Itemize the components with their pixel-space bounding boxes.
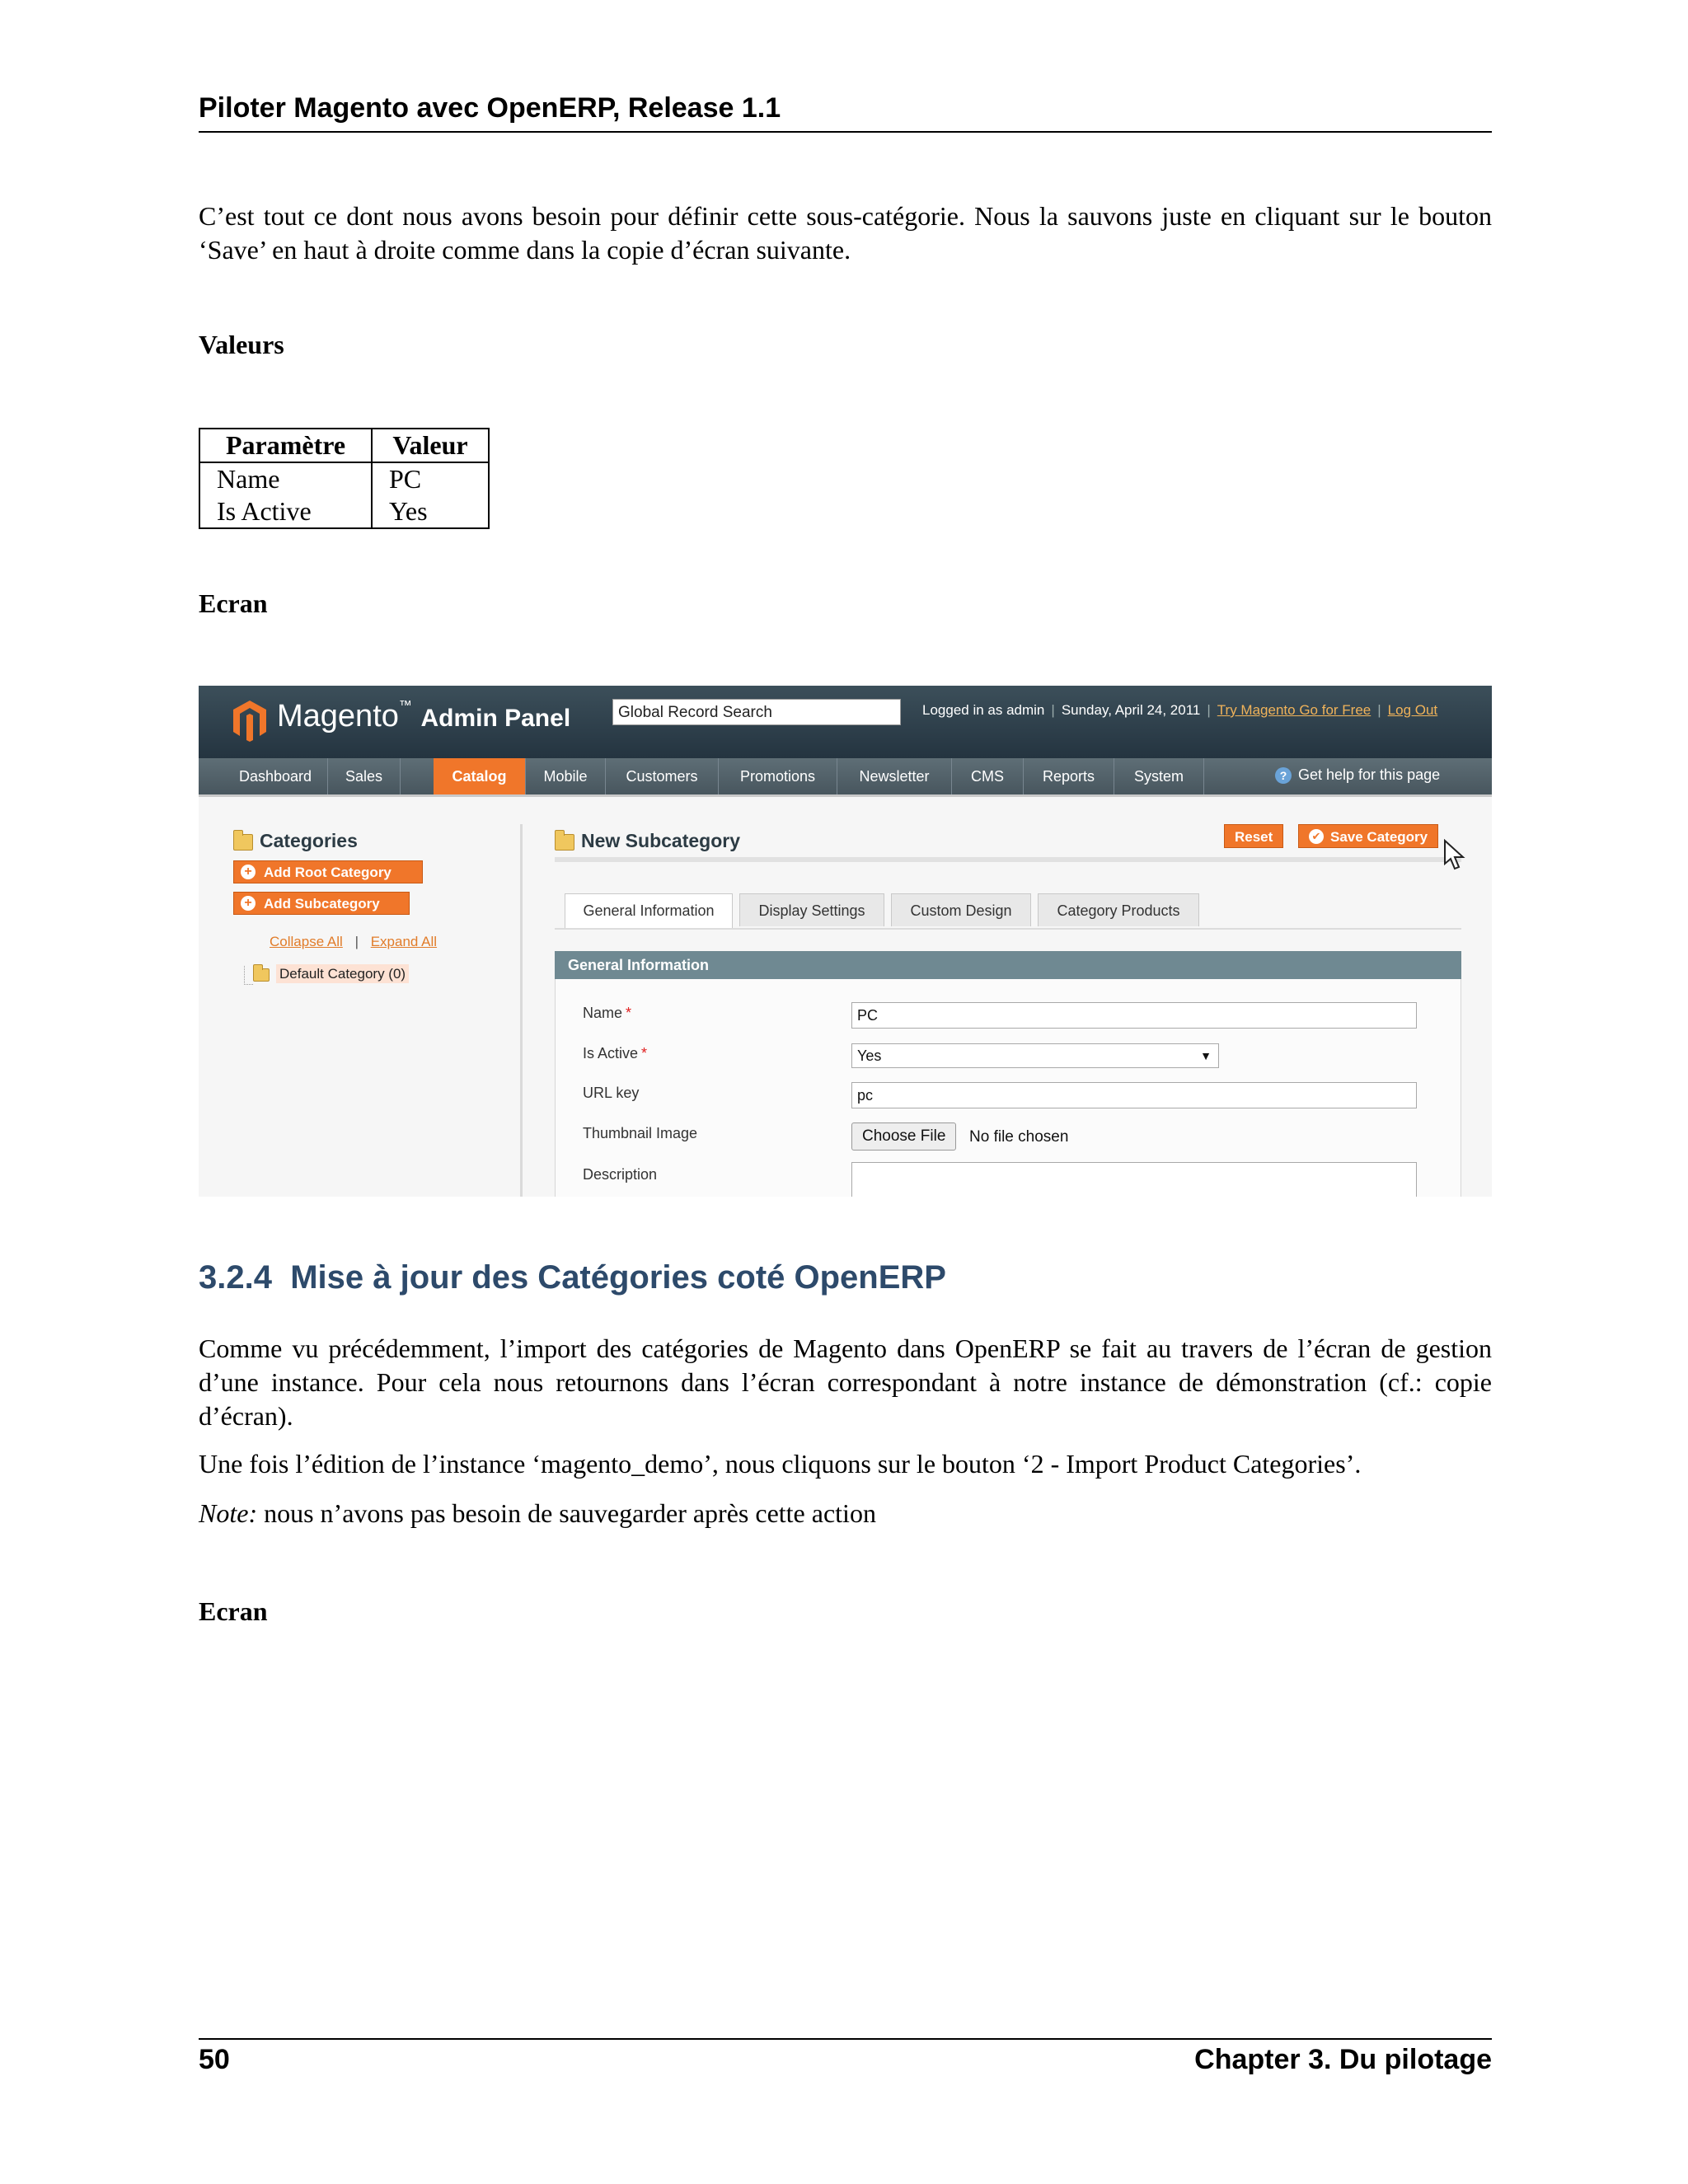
categories-title — [233, 830, 358, 852]
paragraph-instance: Une fois l’édition de l’instance ‘magento_demo’, nous cliquons sur le bouton ‘2 - Import Product Categories’. — [199, 1449, 1362, 1479]
tree-connector — [244, 966, 253, 985]
required-marker: * — [641, 1045, 648, 1062]
url-key-input[interactable]: pc — [851, 1082, 1417, 1108]
values-table — [199, 428, 490, 529]
plus-icon: + — [241, 896, 256, 911]
name-label — [583, 1005, 631, 1022]
add-subcategory-button[interactable] — [233, 892, 410, 915]
new-subcategory-title — [555, 830, 740, 852]
help-link[interactable] — [1275, 766, 1440, 784]
link-separator: | — [354, 934, 359, 949]
fieldset-title: General Information — [555, 951, 1461, 979]
table-header-parametre: Paramètre — [199, 429, 372, 462]
nav-reports[interactable]: Reports — [1024, 758, 1114, 794]
is-active-select[interactable] — [851, 1043, 1219, 1068]
table-cell: Is Active — [199, 495, 372, 528]
tab-category-products[interactable]: Category Products — [1038, 893, 1199, 926]
no-file-text: No file chosen — [969, 1128, 1069, 1146]
try-magento-link[interactable]: Try Magento Go for Free — [1217, 702, 1372, 718]
date-text: Sunday, April 24, 2011 — [1061, 702, 1201, 718]
folder-icon — [253, 968, 270, 982]
help-icon: ? — [1275, 767, 1292, 784]
section-heading — [199, 1259, 946, 1296]
save-category-button[interactable] — [1298, 824, 1438, 848]
page-number: 50 — [199, 2044, 230, 2075]
magento-screenshot — [199, 686, 1492, 1197]
name-label-text: Name — [583, 1005, 623, 1021]
add-root-category-button[interactable] — [233, 860, 423, 883]
new-subcategory-text: New Subcategory — [581, 830, 740, 851]
note-text: nous n’avons pas besoin de sauvegarder après cette action — [257, 1498, 876, 1528]
mouse-cursor-icon — [1443, 839, 1468, 872]
nav-customers[interactable]: Customers — [606, 758, 719, 794]
global-search-input[interactable]: Global Record Search — [612, 699, 901, 725]
table-header-valeur: Valeur — [372, 429, 489, 462]
nav-dashboard[interactable]: Dashboard — [223, 758, 328, 794]
nav-catalog[interactable]: Catalog — [434, 758, 526, 794]
nav-cms[interactable]: CMS — [952, 758, 1024, 794]
url-key-label: URL key — [583, 1085, 640, 1101]
name-input[interactable]: PC — [851, 1002, 1417, 1029]
tab-display-settings[interactable]: Display Settings — [739, 893, 884, 926]
tree-item-default-category[interactable] — [253, 966, 409, 982]
is-active-label-text: Is Active — [583, 1045, 639, 1062]
logo-tm: ™ — [398, 699, 412, 713]
chevron-down-icon: ▼ — [1200, 1049, 1212, 1062]
paragraph-import: Comme vu précédemment, l’import des catégories de Magento dans OpenERP se fait au travers de l’écran de gestion d’une instance. Pour cela nous retournons dans l’écran correspondant à notre instance de démonstration (cf.: copie d’écran). — [199, 1333, 1492, 1431]
is-active-value: Yes — [857, 1047, 882, 1064]
folder-icon — [233, 834, 253, 851]
help-text: Get help for this page — [1298, 766, 1441, 783]
is-active-label — [583, 1045, 647, 1062]
choose-file-button[interactable]: Choose File — [851, 1122, 956, 1151]
nav-newsletter[interactable]: Newsletter — [837, 758, 952, 794]
collapse-all-link[interactable]: Collapse All — [270, 934, 343, 949]
values-heading: Valeurs — [199, 330, 284, 359]
top-account-bar: Logged in as admin | Sunday, April 24, 2011 | Try Magento Go for Free | Log Out — [922, 702, 1438, 718]
running-header: Piloter Magento avec OpenERP, Release 1.1 — [199, 92, 1492, 133]
description-textarea[interactable] — [851, 1162, 1417, 1197]
folder-icon — [555, 834, 574, 851]
section-title: Mise à jour des Catégories coté OpenERP — [290, 1259, 946, 1296]
check-icon: ✔ — [1309, 829, 1324, 844]
tab-general-information[interactable]: General Information — [565, 893, 733, 928]
nav-promotions[interactable]: Promotions — [719, 758, 837, 794]
add-sub-label: Add Subcategory — [264, 896, 380, 912]
tree-controls — [270, 934, 437, 950]
save-category-label: Save Category — [1330, 829, 1428, 845]
table-cell: PC — [372, 462, 489, 495]
logout-link[interactable]: Log Out — [1387, 702, 1438, 718]
nav-sales[interactable]: Sales — [328, 758, 401, 794]
reset-button[interactable]: Reset — [1224, 824, 1283, 848]
table-cell: Name — [199, 462, 372, 495]
nav-system[interactable]: System — [1114, 758, 1204, 794]
section-number: 3.2.4 — [199, 1259, 272, 1296]
column-divider — [520, 824, 523, 1197]
required-marker: * — [626, 1005, 632, 1021]
categories-title-text: Categories — [260, 830, 358, 851]
logo-brand: Magento — [277, 699, 399, 733]
logo-panel: Admin Panel — [420, 705, 571, 732]
table-row — [199, 462, 489, 495]
screen-heading: Ecran — [199, 588, 268, 618]
add-root-label: Add Root Category — [264, 865, 392, 880]
intro-paragraph: C’est tout ce dont nous avons besoin pour définir cette sous-catégorie. Nous la sauvons juste en cliquant sur le bouton ‘Save’ en haut à droite comme dans la copie d’écran suivante. — [199, 201, 1492, 265]
nav-mobile[interactable]: Mobile — [526, 758, 606, 794]
screen-heading-2: Ecran — [199, 1596, 268, 1626]
thumbnail-label: Thumbnail Image — [583, 1125, 698, 1141]
logged-in-text: Logged in as admin — [922, 702, 1045, 718]
note-paragraph — [199, 1497, 1492, 1530]
table-cell: Yes — [372, 495, 489, 528]
magento-logo-icon — [232, 699, 268, 742]
note-label: Note: — [199, 1498, 258, 1528]
plus-icon: + — [241, 865, 256, 879]
tree-item-label: Default Category (0) — [276, 964, 409, 983]
expand-all-link[interactable]: Expand All — [370, 934, 438, 949]
description-label: Description — [583, 1166, 658, 1183]
title-underline — [555, 857, 1461, 862]
tab-custom-design[interactable]: Custom Design — [891, 893, 1031, 926]
chapter-title: Chapter 3. Du pilotage — [1194, 2044, 1492, 2075]
footer-rule — [199, 2038, 1492, 2040]
table-row — [199, 495, 489, 528]
magento-logo-text — [277, 699, 570, 734]
